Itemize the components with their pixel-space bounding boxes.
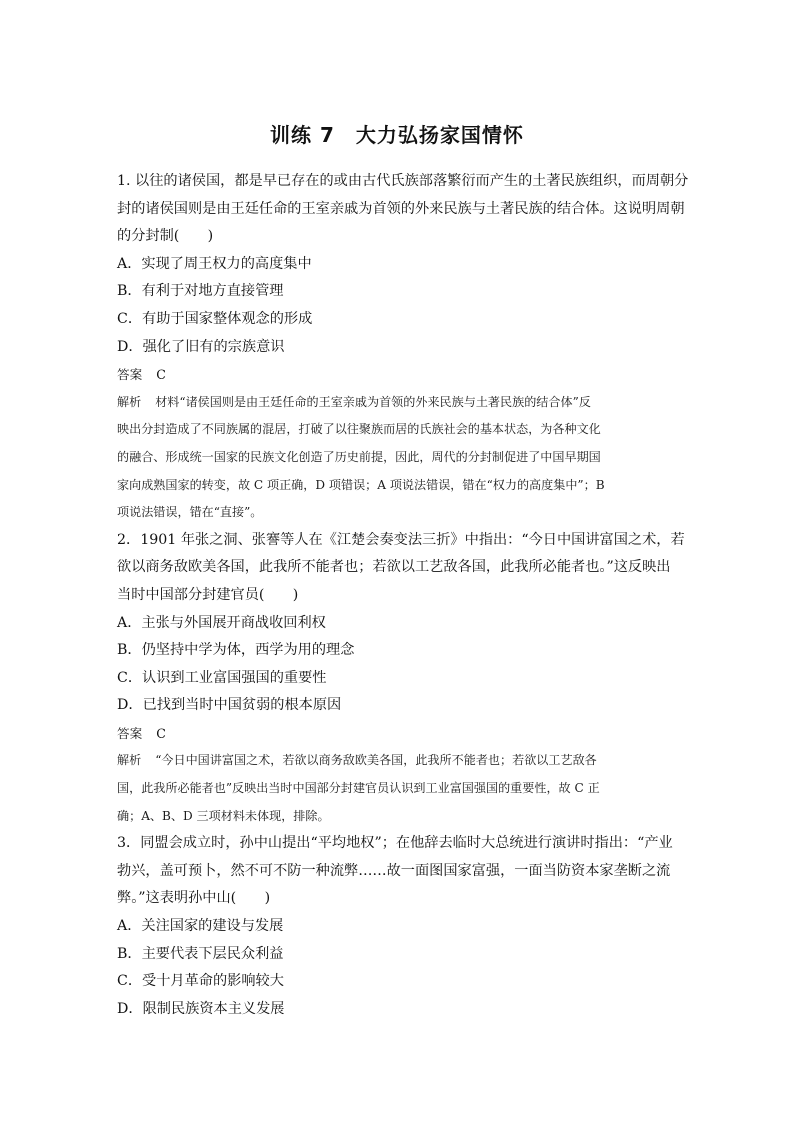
question-stem-line: 欲以商务敌欧美各国，此我所不能者也；若欲以工艺敌各国，此我所必能者也。”这反映出	[117, 559, 671, 576]
option-c: C．受十月革命的影响较大	[117, 973, 284, 990]
analysis-line: 国，此我所必能者也”反映出当时中国部分封建官员认识到工业富国强国的重要性，故 C 正	[117, 781, 600, 796]
answer-line	[117, 720, 683, 748]
question-stem-line: 3．同盟会成立时，孙中山提出“平均地权”；在他辞去临时大总统进行演讲时指出：“产业	[117, 835, 673, 852]
question-2	[117, 527, 683, 831]
option-d: D．限制民族资本主义发展	[117, 1000, 285, 1017]
answer-value: C	[156, 367, 166, 383]
option-a: A．主张与外国展开商战收回利权	[117, 614, 326, 631]
analysis-line	[117, 389, 683, 417]
question-stem-line: 当时中国部分封建官员( )	[117, 586, 299, 603]
analysis-line: 家向成熟国家的转变，故 C 项正确，D 项错误；A 项说法错误，错在“权力的高度集中”；B	[117, 477, 605, 492]
answer-label: 答案	[117, 367, 143, 383]
analysis-line: 项说法错误，错在“直接”。	[117, 505, 263, 520]
page-title: 训练 7 大力弘扬家国情怀	[270, 123, 524, 147]
option-a: A．实现了周王权力的高度集中	[117, 255, 312, 272]
analysis-line: 映出分封造成了不同族属的混居，打破了以往聚族而居的氏族社会的基本状态，为各种文化	[117, 422, 601, 437]
option-a: A．关注国家的建设与发展	[117, 918, 284, 935]
option-c: C．认识到工业富国强国的重要性	[117, 669, 327, 686]
analysis-text: 材料“诸侯国则是由王廷任命的王室亲戚为首领的外来民族与土著民族的结合体”反	[155, 394, 591, 409]
analysis-line: 的融合、形成统一国家的民族文化创造了历史前提，因此，周代的分封制促进了中国早期国	[117, 449, 601, 464]
option-b: B．仍坚持中学为体，西学为用的理念	[117, 642, 355, 659]
option-b: B．有利于对地方直接管理	[117, 283, 284, 300]
analysis-text: “今日中国讲富国之术，若欲以商务敌欧美各国，此我所不能者也；若欲以工艺敌各	[155, 753, 597, 768]
question-stem-line: 1. 以往的诸侯国，都是早已存在的或由古代氏族部落繁衍而产生的土著民族组织，而周朝分	[117, 173, 689, 189]
option-b: B．主要代表下层民众利益	[117, 945, 284, 962]
analysis-line: 确；A、B、D 三项材料未体现，排除。	[117, 808, 330, 823]
analysis-label: 解析	[117, 753, 142, 768]
analysis-label: 解析	[117, 394, 142, 409]
analysis-line	[117, 747, 683, 775]
question-stem-line: 弊。”这表明孙中山( )	[117, 890, 271, 907]
option-d: D．强化了旧有的宗族意识	[117, 338, 285, 355]
answer-label: 答案	[117, 725, 143, 741]
question-list	[117, 168, 689, 1023]
answer-value: C	[156, 725, 166, 741]
option-d: D．已找到当时中国贫弱的根本原因	[117, 697, 342, 714]
question-stem-line: 勃兴，盖可预卜，然不可不防一种流弊……故一面图国家富强，一面当防资本家垄断之流	[117, 862, 671, 879]
answer-line	[117, 361, 683, 389]
question-stem-line: 封的诸侯国则是由王廷任命的王室亲戚为首领的外来民族与土著民族的结合体。这说明周朝	[117, 200, 685, 217]
question-1	[117, 168, 689, 527]
question-3	[117, 830, 683, 1023]
option-c: C．有助于国家整体观念的形成	[117, 310, 313, 327]
question-stem-line: 的分封制( )	[117, 228, 214, 245]
question-stem-line: 2．1901 年张之洞、张謇等人在《江楚会奏变法三折》中指出：“今日中国讲富国之术，若	[117, 531, 685, 548]
